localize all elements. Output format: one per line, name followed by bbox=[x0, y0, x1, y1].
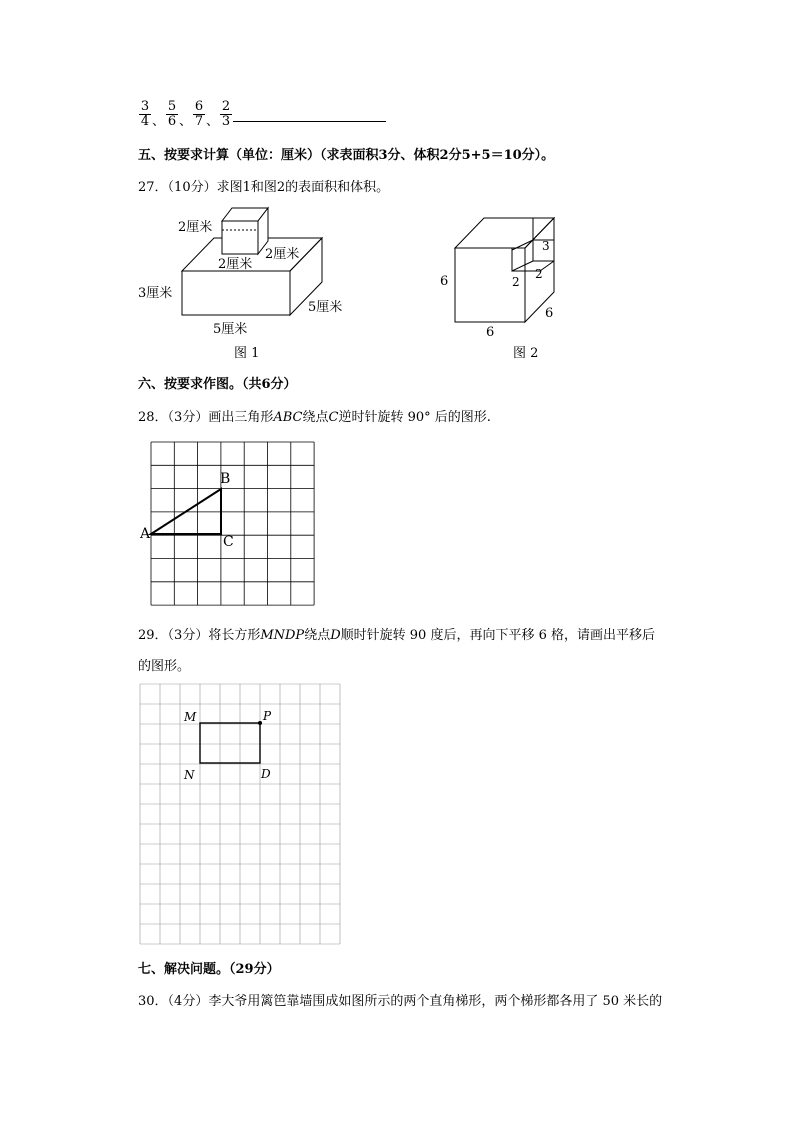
fraction-separator: 、 bbox=[206, 114, 220, 129]
fig2-label-notch-2b: 2 bbox=[512, 275, 520, 289]
grid1-label-b: B bbox=[220, 471, 231, 487]
grid-29[interactable] bbox=[139, 683, 341, 945]
section-7-heading: 七、解决问题。（29分） bbox=[138, 962, 280, 977]
fig2-label-notch-3: 3 bbox=[542, 239, 550, 253]
fig1-label-cube-bottom: 2厘米 bbox=[218, 257, 253, 272]
fraction-separator: 、 bbox=[152, 114, 166, 129]
question-30: 30．（4分）李大爷用篱笆靠墙围成如图所示的两个直角梯形，两个梯形都各用了 50 米长的 bbox=[138, 994, 663, 1009]
question-28: 28．（3分）画出三角形ABC绕点C逆时针旋转 90° 后的图形. bbox=[138, 410, 491, 425]
fig1-label-cube-right: 2厘米 bbox=[265, 247, 300, 262]
rectangle-mndp bbox=[200, 723, 260, 763]
section-6-heading: 六、按要求作图。（共6分） bbox=[138, 377, 297, 392]
figures-27 bbox=[0, 195, 794, 370]
answer-blank-line[interactable] bbox=[233, 121, 386, 122]
grid1-label-a: A bbox=[140, 526, 151, 542]
fig2-label-bottom: 6 bbox=[486, 325, 495, 340]
question-29-line-2: 的图形。 bbox=[138, 659, 191, 674]
fig1-label-height: 3厘米 bbox=[138, 286, 173, 301]
fig2-label-right: 6 bbox=[545, 306, 554, 321]
fig2-caption: 图 2 bbox=[513, 346, 539, 361]
fig2-label-notch-2a: 2 bbox=[535, 267, 543, 281]
fig1-label-depth: 5厘米 bbox=[308, 300, 343, 315]
fraction-separator: 、 bbox=[179, 114, 193, 129]
figure-1-cube bbox=[222, 208, 268, 254]
fig1-label-width: 5厘米 bbox=[213, 322, 248, 337]
question-29-line-1: 29．（3分）将长方形MNDP绕点D顺时针旋转 90 度后，再向下平移 6 格，请画出平移后 bbox=[138, 628, 655, 643]
fig2-label-left: 6 bbox=[440, 274, 449, 289]
grid-28[interactable] bbox=[140, 435, 320, 610]
fraction-1: $\frac{3}{4}$ bbox=[140, 99, 150, 129]
grid2-label-m: M bbox=[184, 710, 197, 724]
grid2-label-d: D bbox=[261, 767, 271, 781]
fraction-4: $\frac{2}{3}$ bbox=[221, 99, 231, 129]
grid2-label-n: N bbox=[184, 768, 195, 782]
grid1-label-c: C bbox=[223, 534, 234, 550]
fig1-caption: 图 1 bbox=[234, 346, 260, 361]
fig1-label-cube-side: 2厘米 bbox=[178, 220, 213, 235]
point-p-dot bbox=[258, 721, 262, 725]
section-5-heading: 五、按要求计算（单位：厘米）（求表面积3分、体积2分5+5＝10分）。 bbox=[138, 148, 555, 163]
grid2-label-p: P bbox=[263, 709, 272, 723]
fraction-3: $\frac{6}{7}$ bbox=[194, 99, 204, 129]
question-27: 27．（10分）求图1和图2的表面积和体积。 bbox=[138, 180, 390, 195]
fraction-2: $\frac{5}{6}$ bbox=[167, 99, 177, 129]
